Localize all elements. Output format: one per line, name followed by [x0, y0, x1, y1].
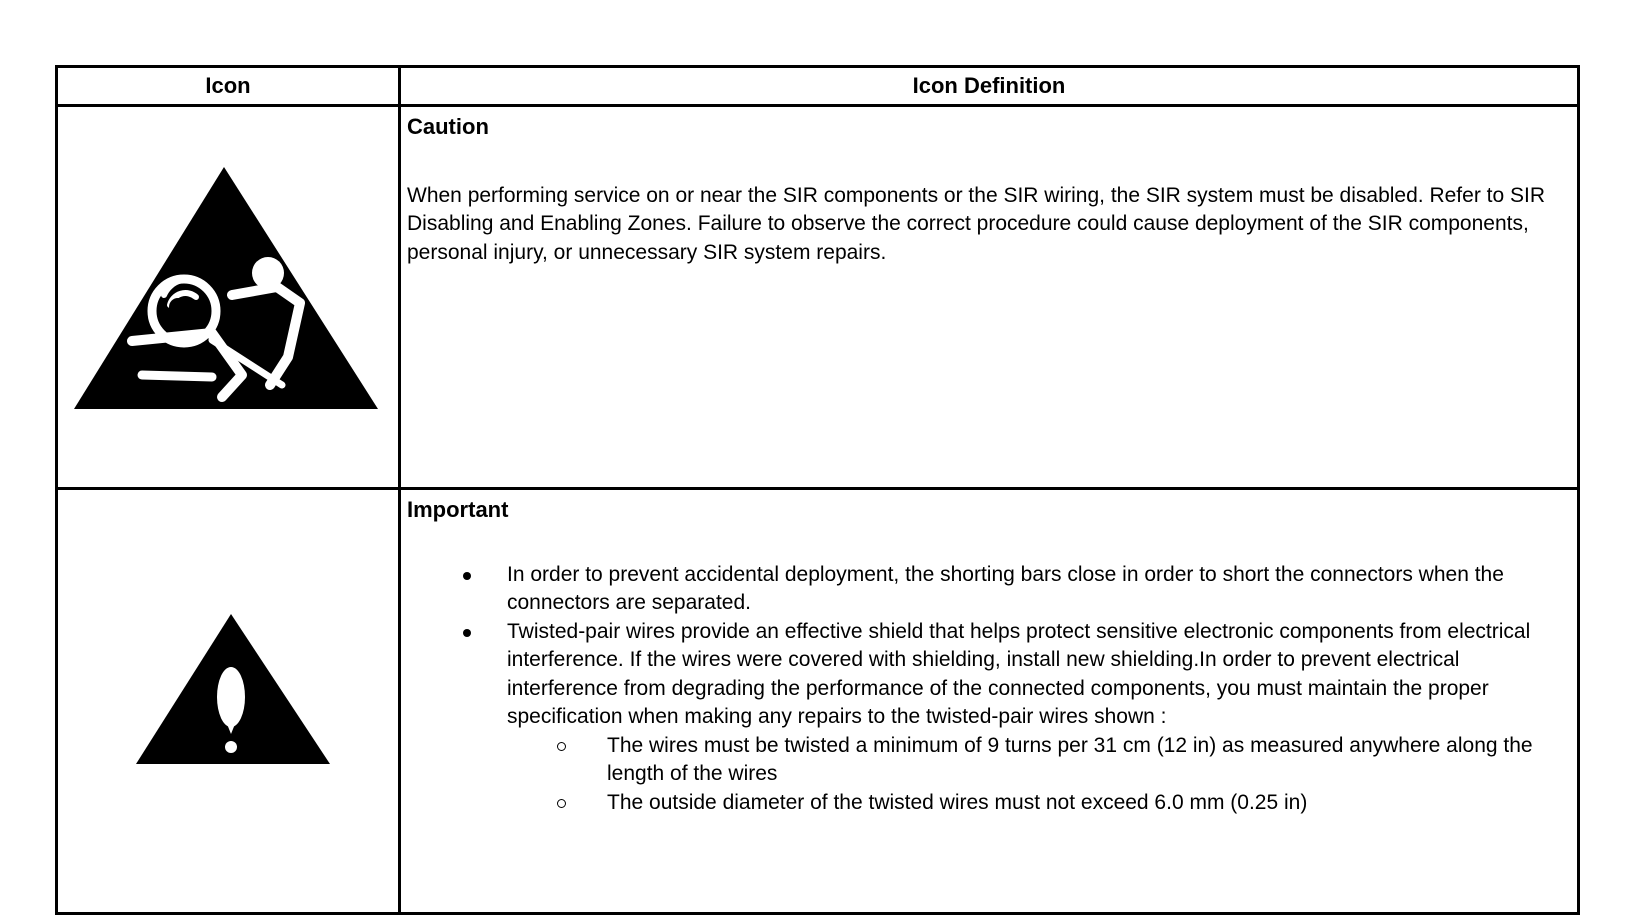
definition-column-header: Icon Definition — [400, 67, 1579, 106]
list-item — [407, 618, 1573, 818]
sub-bullet-text: The wires must be twisted a minimum of 9 turns per 31 cm (12 in) as measured anywhere along the length of the wires — [607, 733, 1533, 785]
table-header-row — [57, 67, 1579, 106]
icon-cell-caution — [57, 106, 400, 489]
important-bullet-list — [407, 561, 1573, 818]
bullet-icon — [463, 572, 471, 580]
list-item — [407, 561, 1573, 618]
definition-cell-caution — [400, 106, 1579, 489]
important-title: Important — [407, 497, 509, 522]
list-item — [507, 789, 1573, 818]
circle-bullet-icon — [557, 799, 566, 808]
definition-cell-important — [400, 489, 1579, 914]
bullet-icon — [463, 629, 471, 637]
icon-cell-important — [57, 489, 400, 914]
sub-bullet-text: The outside diameter of the twisted wires must not exceed 6.0 mm (0.25 in) — [607, 790, 1308, 814]
table-row-important — [57, 489, 1579, 914]
list-item — [507, 732, 1573, 789]
caution-title: Caution — [407, 114, 489, 139]
sub-bullet-list — [507, 732, 1573, 818]
circle-bullet-icon — [557, 742, 566, 751]
sir-airbag-warning-icon — [72, 165, 382, 415]
icon-column-header: Icon — [57, 67, 400, 106]
bullet-text: In order to prevent accidental deployment, the shorting bars close in order to short the connectors when the connectors are separated. — [507, 562, 1504, 614]
exclamation-warning-icon — [134, 612, 334, 768]
bullet-text: Twisted-pair wires provide an effective shield that helps protect sensitive electronic components from electrical interference. If the wires were covered with shielding, install new shielding.In order to prevent electrical interference from degrading the performance of the connected components, you must maintain the proper specification when making any repairs to the twisted-pair wires shown : — [507, 619, 1531, 728]
caution-body-text: When performing service on or near the SIR components or the SIR wiring, the SIR system must be disabled. Refer to SIR Disabling and Enabling Zones. Failure to observe the correct procedure could cause deployment of the SIR components, personal injury, or unnecessary SIR system repairs. — [407, 183, 1545, 264]
icon-definition-table — [55, 65, 1580, 915]
table-row-caution — [57, 106, 1579, 489]
